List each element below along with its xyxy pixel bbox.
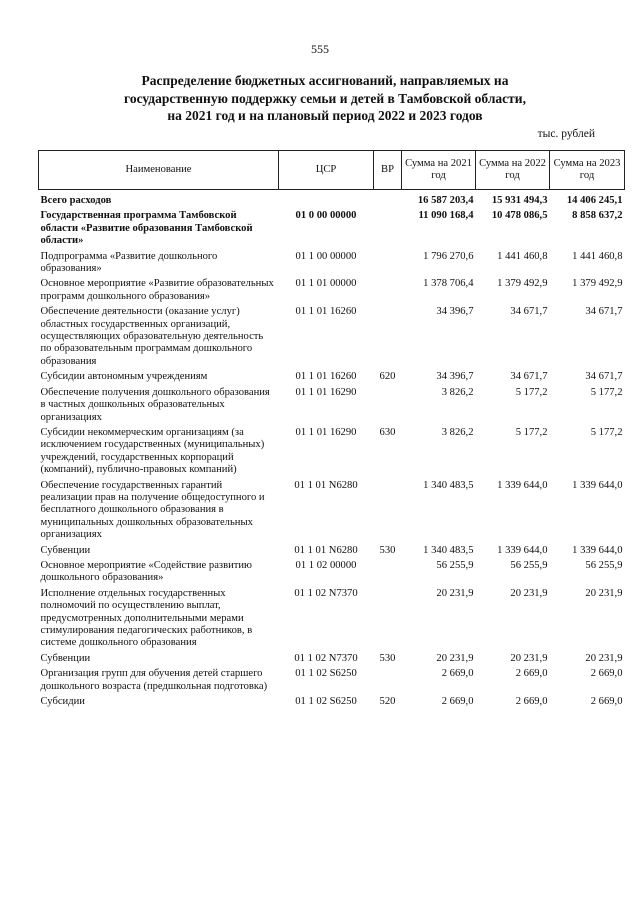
cell-name: Субсидии некоммерческим организациям (за исключением государственных (муниципальных) учреждений, государственных корпораций (компаний), публично-правовых компаний)	[40, 426, 265, 476]
cell-sum-2021: 1 340 483,5	[423, 479, 474, 491]
cell-sum-2023: 34 671,7	[585, 306, 623, 318]
cell-sum-2022: 2 669,0	[515, 668, 548, 680]
cell-sum-2021: 1 340 483,5	[423, 544, 474, 556]
cell-vr: 530	[379, 544, 396, 556]
cell-name: Субсидии автономным учреждениям	[40, 371, 208, 383]
cell-csr: 01 1 02 N7370	[294, 652, 358, 664]
table-row	[39, 588, 625, 653]
cell-csr: 01 1 02 S6250	[295, 696, 357, 708]
cell-vr	[374, 387, 402, 427]
cell-vr	[374, 560, 402, 588]
cell-sum-2021: 3 826,2	[441, 386, 474, 398]
cell-sum-2023: 2 669,0	[590, 696, 623, 708]
cell-name: Субвенции	[40, 652, 91, 664]
cell-sum-2021: 1 796 270,6	[423, 250, 474, 262]
cell-vr: 620	[379, 371, 396, 383]
cell-vr	[374, 668, 402, 696]
cell-sum-2022: 1 441 460,8	[497, 250, 548, 262]
cell-sum-2023: 1 339 644,0	[572, 479, 623, 491]
cell-csr: 01 0 00 00000	[295, 210, 357, 222]
budget-table	[38, 150, 625, 711]
cell-sum-2023: 56 255,9	[585, 559, 623, 571]
cell-csr: 01 1 00 00000	[295, 250, 357, 262]
cell-name: Основное мероприятие «Развитие образовательных программ дошкольного образования»	[40, 278, 274, 302]
cell-name: Исполнение отдельных государственных полномочий по осуществлению выплат, предусмотренных дополнительными мерами стимулирования педагогических работников, в системе дошкольного образования	[40, 587, 253, 649]
header-sum-2021: Сумма на 2021 год	[402, 151, 476, 190]
cell-sum-2021: 56 255,9	[436, 559, 474, 571]
cell-csr: 01 1 01 N6280	[294, 544, 358, 556]
cell-csr: 01 1 01 16290	[295, 426, 357, 438]
table-row	[39, 427, 625, 480]
cell-name: Организация групп для обучения детей старшего дошкольного возраста (предшкольная подготовка)	[40, 668, 268, 692]
table-row	[39, 371, 625, 386]
table-row	[39, 210, 625, 250]
table-header-row	[39, 151, 625, 190]
cell-sum-2023: 1 339 644,0	[572, 544, 623, 556]
header-sum-2023: Сумма на 2023 год	[550, 151, 625, 190]
cell-vr	[374, 210, 402, 250]
table-row	[39, 653, 625, 668]
cell-sum-2021: 34 396,7	[436, 306, 474, 318]
cell-sum-2021: 1 378 706,4	[423, 278, 474, 290]
header-name: Наименование	[39, 151, 279, 190]
cell-sum-2023: 20 231,9	[585, 652, 623, 664]
cell-csr: 01 1 01 00000	[295, 278, 357, 290]
cell-sum-2022: 5 177,2	[515, 426, 548, 438]
cell-sum-2022: 10 478 086,5	[491, 210, 548, 222]
header-sum-2022: Сумма на 2022 год	[476, 151, 550, 190]
cell-sum-2023: 2 669,0	[590, 668, 623, 680]
cell-name: Государственная программа Тамбовской области «Развитие образования Тамбовской области»	[40, 210, 253, 247]
cell-sum-2023: 5 177,2	[590, 386, 623, 398]
title-line-2: государственную поддержку семьи и детей в Тамбовской области,	[124, 90, 526, 106]
cell-sum-2022: 34 671,7	[510, 371, 548, 383]
cell-sum-2022: 15 931 494,3	[491, 195, 548, 206]
cell-vr	[374, 306, 402, 371]
table-row	[39, 190, 625, 211]
cell-name: Субвенции	[40, 544, 91, 556]
cell-csr: 01 1 01 N6280	[294, 479, 358, 491]
cell-csr	[279, 190, 374, 211]
cell-sum-2023: 20 231,9	[585, 587, 623, 599]
cell-sum-2022: 20 231,9	[510, 652, 548, 664]
cell-vr: 530	[379, 652, 396, 664]
cell-vr	[374, 190, 402, 211]
cell-name: Обеспечение получения дошкольного образования в частных дошкольных образовательных организациях	[40, 386, 270, 423]
cell-sum-2023: 1 379 492,9	[572, 278, 623, 290]
cell-name: Всего расходов	[40, 195, 112, 206]
cell-csr: 01 1 01 16260	[295, 306, 357, 318]
header-vr: ВР	[374, 151, 402, 190]
cell-csr: 01 1 01 16260	[295, 371, 357, 383]
cell-sum-2022: 1 339 644,0	[497, 479, 548, 491]
cell-sum-2021: 20 231,9	[436, 652, 474, 664]
cell-sum-2021: 34 396,7	[436, 371, 474, 383]
table-row	[39, 306, 625, 371]
cell-name: Подпрограмма «Развитие дошкольного образования»	[40, 250, 218, 275]
cell-name: Субсидии	[40, 696, 85, 708]
cell-name: Обеспечение деятельности (оказание услуг) областных государственных организаций, осуществляющих образовательную деятельность по образовательным программам дошкольного образования	[40, 306, 264, 367]
table-row	[39, 480, 625, 545]
cell-sum-2022: 1 339 644,0	[497, 544, 548, 556]
title-line-1: Распределение бюджетных ассигнований, направляемых на	[141, 73, 509, 88]
cell-sum-2021: 2 669,0	[441, 696, 474, 708]
cell-sum-2023: 1 441 460,8	[572, 250, 623, 262]
cell-sum-2023: 34 671,7	[585, 371, 623, 383]
cell-sum-2023: 14 406 245,1	[566, 195, 623, 206]
cell-name: Обеспечение государственных гарантий реализации прав на получение общедоступного и бесплатного дошкольного образования в муниципальных дошкольных образовательных организациях	[40, 479, 265, 541]
cell-vr	[374, 278, 402, 306]
cell-sum-2021: 3 826,2	[441, 426, 474, 438]
cell-sum-2021: 2 669,0	[441, 668, 474, 680]
cell-sum-2022: 2 669,0	[515, 696, 548, 708]
cell-sum-2022: 20 231,9	[510, 587, 548, 599]
cell-csr: 01 1 02 N7370	[294, 587, 358, 599]
title-line-3: на 2021 год и на плановый период 2022 и 2023 годов	[167, 108, 483, 123]
table-row	[39, 560, 625, 588]
cell-csr: 01 1 01 16290	[295, 386, 357, 398]
cell-sum-2022: 56 255,9	[510, 559, 548, 571]
table-row	[39, 251, 625, 279]
cell-sum-2023: 5 177,2	[590, 426, 623, 438]
table-row	[39, 696, 625, 711]
cell-vr	[374, 588, 402, 653]
cell-csr: 01 1 02 00000	[295, 559, 357, 571]
table-body	[39, 190, 625, 712]
page-number: 555	[311, 42, 329, 56]
cell-name: Основное мероприятие «Содействие развитию дошкольного образования»	[40, 559, 252, 584]
cell-sum-2022: 34 671,7	[510, 306, 548, 318]
table-row	[39, 545, 625, 560]
table-row	[39, 278, 625, 306]
header-csr: ЦСР	[279, 151, 374, 190]
cell-sum-2022: 1 379 492,9	[497, 278, 548, 290]
cell-sum-2021: 16 587 203,4	[417, 195, 474, 206]
cell-sum-2021: 11 090 168,4	[418, 210, 474, 222]
cell-vr: 630	[379, 426, 396, 438]
cell-sum-2021: 20 231,9	[436, 587, 474, 599]
cell-vr	[374, 251, 402, 279]
cell-vr: 520	[379, 696, 396, 708]
cell-vr	[374, 480, 402, 545]
table-row	[39, 668, 625, 696]
table-row	[39, 387, 625, 427]
cell-sum-2022: 5 177,2	[515, 386, 548, 398]
cell-csr: 01 1 02 S6250	[295, 668, 357, 680]
document-title	[60, 72, 590, 125]
units-label: тыс. рублей	[537, 128, 595, 140]
cell-sum-2023: 8 858 637,2	[572, 210, 623, 222]
